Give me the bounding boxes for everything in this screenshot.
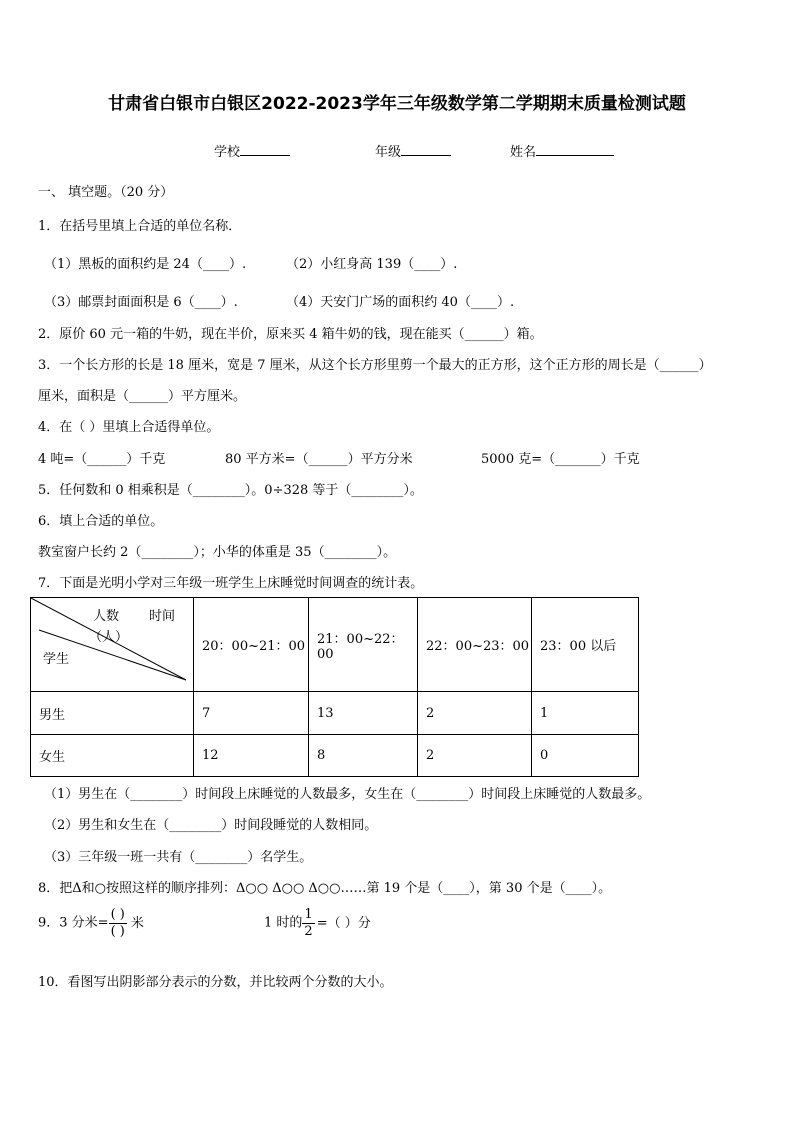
question-1-stem: 1．在括号里填上合适的单位名称． [38,219,242,234]
table-header-row [31,598,639,692]
question-7-stem: 7．下面是光明小学对三年级一班学生上床睡觉时间调查的统计表。 [38,576,424,591]
question-4-part-1: 4 吨=（______）千克 [38,452,166,467]
question-4-part-3: 5000 克=（_______）千克 [481,452,640,467]
table-cell: 8 [309,735,418,777]
question-1-part-1: （1）黑板的面积约是 24（____）. [44,257,247,272]
q9-left-prefix: 9．3 分米= [38,915,109,931]
numerator: 1 [304,907,313,922]
corner-label-unit: （人） [89,630,129,645]
numerator[interactable]: ( ) [110,907,125,922]
q9-right-prefix: 1 时的 [264,915,303,931]
corner-label-count: 人数 [93,609,120,624]
denominator[interactable]: ( ) [110,924,125,939]
q9-right-suffix: =（ ）分 [316,915,371,931]
question-3-line-2: 厘米，面积是（______）平方厘米。 [38,389,247,404]
name-label: 姓名 [510,145,537,160]
question-7-sub-2: （2）男生和女生在（________）时间段睡觉的人数相同。 [44,818,378,833]
table-cell: 0 [532,735,639,777]
grade-blank[interactable] [401,143,451,156]
question-2: 2．原价 60 元一箱的牛奶，现在半价，原来买 4 箱牛奶的钱，现在能买（______）箱。 [38,327,543,342]
school-blank[interactable] [240,143,290,156]
question-4-stem: 4．在（ ）里填上合适得单位。 [38,420,220,435]
row-label-girls: 女生 [31,735,194,777]
page-title: 甘肃省白银市白银区2022-2023学年三年级数学第二学期期末质量检测试题 [108,94,686,114]
grade-field[interactable] [375,141,451,160]
school-label: 学校 [214,145,241,160]
table-row [31,692,639,735]
sleep-time-table [30,597,639,777]
question-9-left [38,907,144,940]
school-field[interactable] [214,141,290,160]
fraction-blank[interactable] [109,907,127,940]
question-3-line-1: 3．一个长方形的长是 18 厘米，宽是 7 厘米，从这个长方形里剪一个最大的正方形，这个正方形的周长是（______） [38,358,712,373]
question-6-stem: 6．填上合适的单位。 [38,514,164,529]
grade-label: 年级 [375,145,402,160]
q9-left-suffix: 米 [130,915,144,931]
question-9-right [264,907,371,940]
question-1-part-4: （4）天安门广场的面积约 40（____）. [286,295,515,310]
column-header: 20：00~21：00 [194,598,309,692]
table-row [31,735,639,777]
column-header: 22：00~23：00 [418,598,532,692]
table-cell: 2 [418,735,532,777]
question-1-part-3: （3）邮票封面面积是 6（____）. [44,295,238,310]
table-cell: 7 [194,692,309,735]
question-1-part-2: （2）小红身高 139（____）. [286,257,458,272]
corner-label-time: 时间 [149,609,176,624]
fraction-one-half [302,907,314,940]
corner-label-student: 学生 [43,652,70,667]
table-cell: 2 [418,692,532,735]
table-cell: 12 [194,735,309,777]
name-field[interactable] [510,141,614,160]
table-cell: 13 [309,692,418,735]
question-4-part-2: 80 平方米=（______）平方分米 [225,452,413,467]
question-10: 10．看图写出阴影部分表示的分数，并比较两个分数的大小。 [38,975,393,990]
column-header: 21：00~22：00 [309,598,418,692]
question-7-sub-1: （1）男生在（________）时间段上床睡觉的人数最多，女生在（________）时间段上床睡觉的人数最多。 [44,787,651,802]
question-6-line: 教室窗户长约 2（________）；小华的体重是 35（________）。 [38,545,397,560]
question-7-sub-3: （3）三年级一班一共有（________）名学生。 [44,850,313,865]
question-5: 5．任何数和 0 相乘积是（________）。0÷328 等于（________）。 [38,483,423,498]
denominator: 2 [304,924,313,939]
name-blank[interactable] [536,143,614,156]
section-heading: 一、 填空题。（20 分） [38,185,174,200]
question-8: 8．把Δ和○按照这样的顺序排列：Δ○○ Δ○○ Δ○○……第 19 个是（____），第 30 个是（____）。 [38,881,612,896]
column-header: 23：00 以后 [532,598,639,692]
table-corner-cell [31,598,194,692]
row-label-boys: 男生 [31,692,194,735]
table-cell: 1 [532,692,639,735]
